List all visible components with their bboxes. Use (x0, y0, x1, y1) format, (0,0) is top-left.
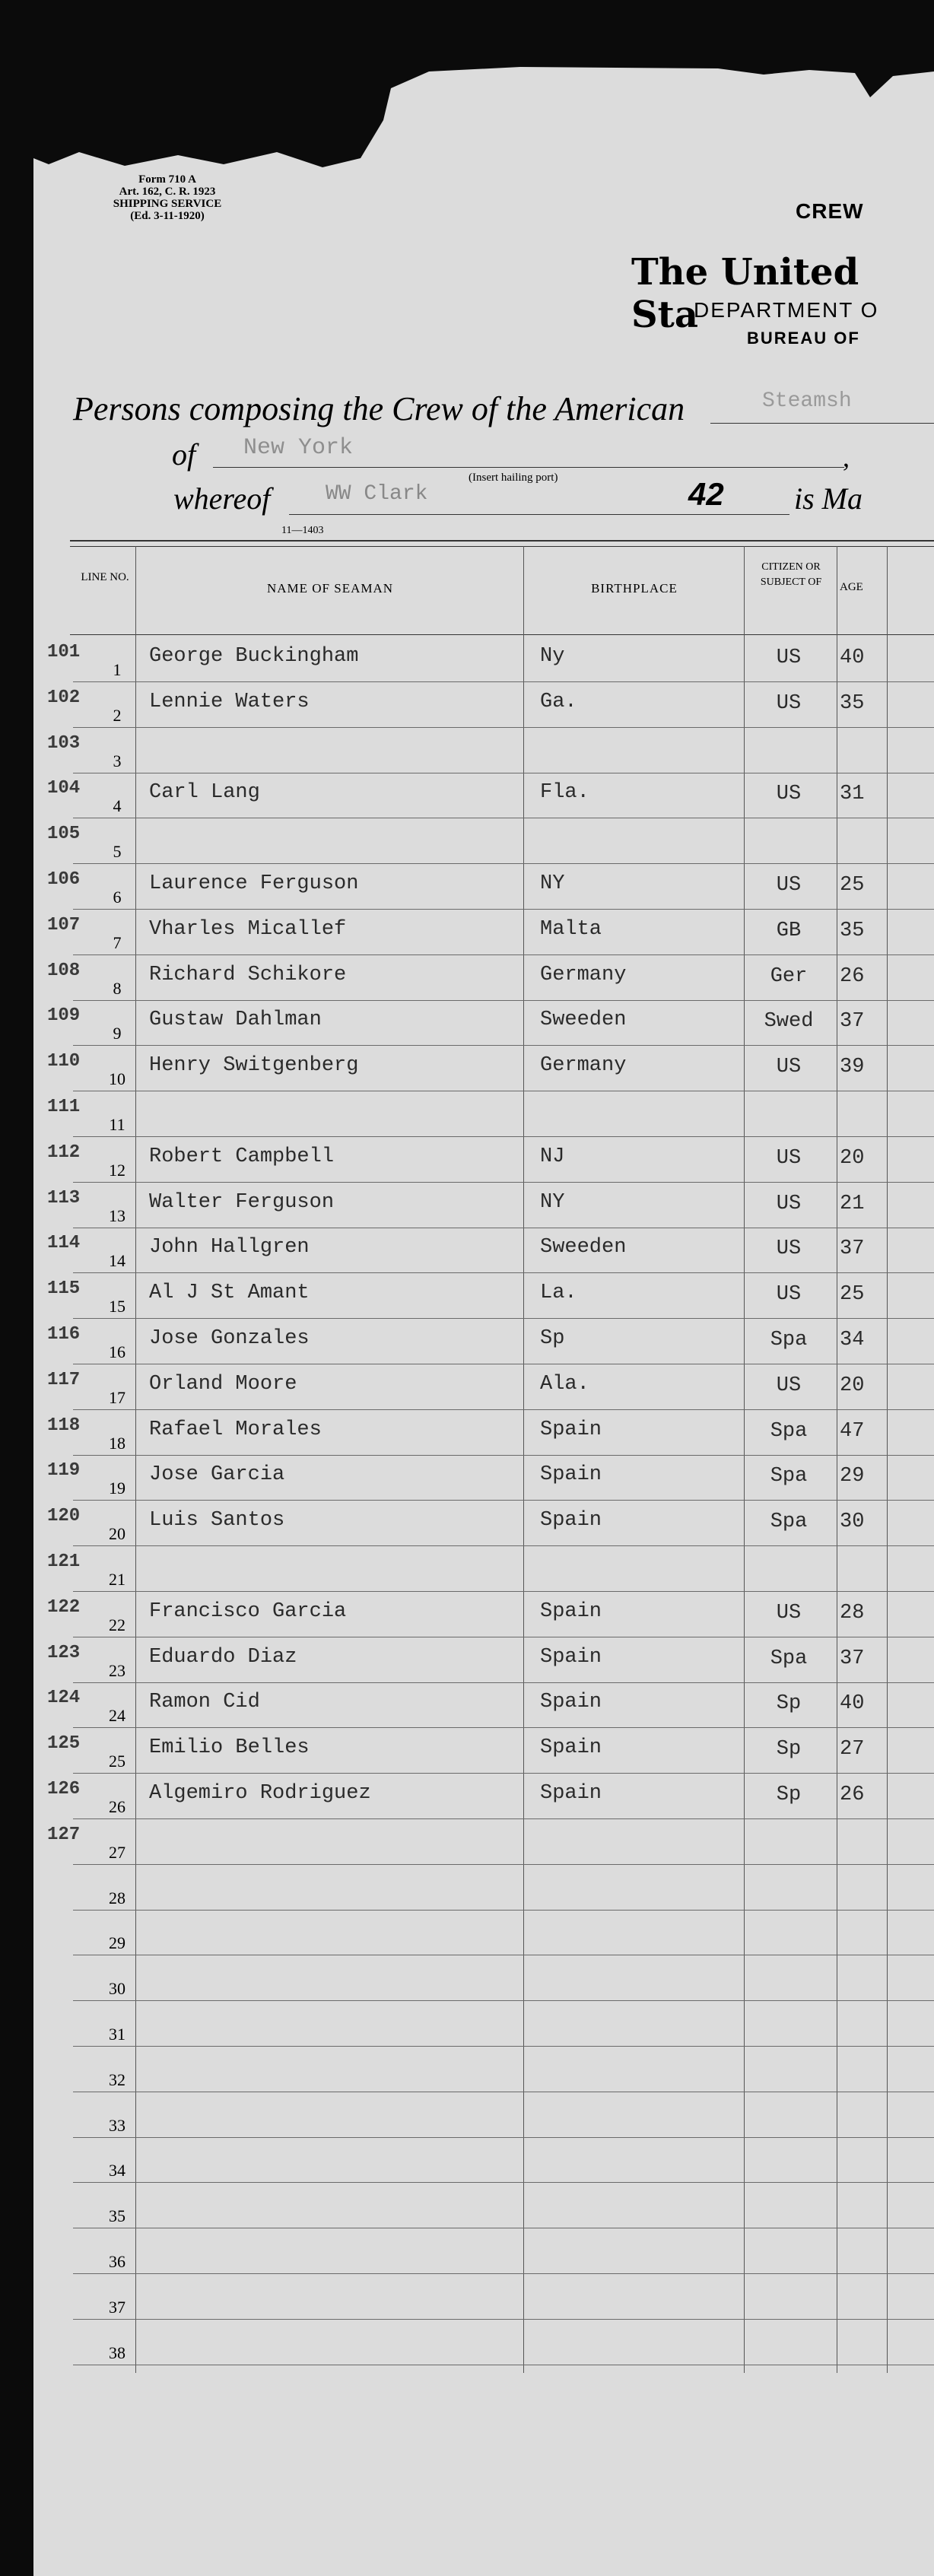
stamped-number: 115 (47, 1278, 81, 1300)
birthplace: Ny (540, 645, 565, 668)
citizenship: US (776, 1192, 802, 1215)
row-rule (73, 2273, 934, 2274)
line-number: 10 (109, 1069, 125, 1089)
stamped-number: 108 (47, 960, 81, 981)
line-number: 5 (113, 842, 122, 862)
age: 26 (840, 1784, 865, 1806)
col-header-citizen: CITIZEN OR SUBJECT OF (760, 561, 822, 588)
seaman-name: Rafael Morales (149, 1418, 322, 1441)
is-master-label: is Ma (794, 481, 863, 516)
birthplace: Sp (540, 1327, 565, 1350)
seaman-name: Algemiro Rodriguez (149, 1782, 371, 1805)
stamped-number: 116 (47, 1324, 81, 1345)
age: 34 (840, 1329, 865, 1352)
birthplace: Germany (540, 963, 627, 986)
age: 35 (840, 691, 865, 715)
stamped-number: 120 (47, 1506, 81, 1527)
line-number: 19 (109, 1479, 125, 1498)
row-rule (73, 1045, 934, 1046)
birthplace: Ga. (540, 690, 577, 713)
row-rule (73, 2046, 934, 2047)
age: 40 (840, 1692, 865, 1716)
seaman-name: Francisco Garcia (149, 1599, 347, 1623)
age: 27 (840, 1738, 865, 1761)
birthplace: Malta (540, 917, 602, 941)
birthplace: Spain (540, 1599, 602, 1623)
seaman-name: Laurence Ferguson (149, 872, 359, 895)
header-bureau: BUREAU OF (747, 329, 860, 348)
line-number: 15 (109, 1297, 125, 1317)
row-rule (73, 954, 934, 955)
stamped-number: 127 (47, 1824, 81, 1845)
seaman-name: Al J St Amant (149, 1282, 310, 1305)
citizenship: US (776, 1237, 802, 1261)
citizenship: US (776, 1374, 802, 1397)
row-rule (73, 1727, 934, 1728)
col-header-birthplace: BIRTHPLACE (591, 581, 678, 596)
line-number: 27 (109, 1842, 125, 1862)
line-number: 24 (109, 1706, 125, 1726)
seaman-name: Luis Santos (149, 1509, 285, 1533)
birthplace: Sweeden (540, 1008, 627, 1032)
seaman-name: Gustaw Dahlman (149, 1008, 322, 1032)
citizenship: Spa (770, 1419, 808, 1443)
master-name: WW Clark (326, 482, 428, 506)
citizenship: US (776, 1056, 802, 1079)
age: 20 (840, 1146, 865, 1170)
print-code: 11—1403 (281, 525, 324, 536)
line-number: 38 (109, 2343, 125, 2362)
header-department: DEPARTMENT O (694, 298, 879, 322)
seaman-name: Richard Schikore (149, 963, 347, 986)
seaman-name: Emilio Belles (149, 1736, 310, 1760)
row-rule (73, 1272, 934, 1273)
age: 35 (840, 919, 865, 942)
age: 25 (840, 1283, 865, 1307)
citizenship: US (776, 1601, 802, 1625)
birthplace: Spain (540, 1736, 602, 1760)
age: 37 (840, 1237, 865, 1261)
citizenship: Spa (770, 1465, 808, 1488)
row-rule (73, 2319, 934, 2320)
of-label: of (172, 437, 196, 472)
line-number: 7 (113, 932, 122, 952)
row-rule (73, 2000, 934, 2001)
row-rule (73, 1682, 934, 1683)
line-number: 6 (113, 888, 122, 907)
line-number: 35 (109, 2206, 125, 2226)
table-top-rule-2 (70, 546, 934, 547)
citizenship: Ger (770, 964, 808, 988)
line-number: 21 (109, 1570, 125, 1589)
line-number: 14 (109, 1251, 125, 1271)
line-number: 9 (113, 1024, 122, 1043)
stamped-number: 124 (47, 1688, 81, 1709)
stamped-number: 117 (47, 1369, 81, 1390)
line-number: 20 (109, 1524, 125, 1544)
birthplace: Spain (540, 1418, 602, 1441)
citizenship: Sp (776, 1738, 802, 1761)
line-number: 36 (109, 2252, 125, 2271)
stamped-number: 102 (47, 687, 81, 708)
age: 26 (840, 964, 865, 988)
age: 37 (840, 1010, 865, 1034)
line-number: 3 (113, 751, 122, 770)
citizenship: Spa (770, 1510, 808, 1534)
age: 28 (840, 1601, 865, 1625)
birthplace: Spain (540, 1645, 602, 1669)
citizenship: US (776, 1146, 802, 1170)
citizenship: GB (776, 919, 802, 942)
birthplace: Germany (540, 1054, 627, 1078)
birthplace: Sweeden (540, 1236, 627, 1259)
birthplace: NY (540, 1190, 565, 1214)
vessel-underline (710, 423, 934, 424)
line-number: 29 (109, 1933, 125, 1953)
row-rule (73, 1455, 934, 1456)
line-number: 17 (109, 1387, 125, 1407)
seaman-name: Robert Campbell (149, 1145, 335, 1168)
seaman-name: Jose Gonzales (149, 1327, 310, 1350)
age: 30 (840, 1510, 865, 1534)
seaman-name: Carl Lang (149, 781, 260, 805)
citizenship: US (776, 691, 802, 715)
master-underline (289, 514, 789, 515)
col-header-age: AGE (840, 581, 863, 593)
hailing-port: New York (243, 435, 354, 461)
row-rule (73, 727, 934, 728)
line-number: 30 (109, 1979, 125, 1999)
birthplace: NJ (540, 1145, 565, 1168)
col-divider-age (887, 546, 888, 2373)
row-rule (73, 1182, 934, 1183)
birthplace: Spain (540, 1463, 602, 1487)
line-number: 13 (109, 1205, 125, 1225)
line-number: 31 (109, 2025, 125, 2044)
table-top-rule (70, 540, 934, 542)
stamped-number: 106 (47, 869, 81, 890)
document-sheet (33, 67, 934, 2576)
stamped-number: 118 (47, 1415, 81, 1436)
stamped-number: 123 (47, 1642, 81, 1663)
col-divider-line (135, 546, 136, 2373)
line-number: 11 (109, 1115, 125, 1134)
age: 20 (840, 1374, 865, 1397)
seaman-name: Orland Moore (149, 1372, 297, 1396)
line-number: 23 (109, 1660, 125, 1680)
col-divider-name (523, 546, 524, 2373)
age: 21 (840, 1192, 865, 1215)
stamped-number: 104 (47, 778, 81, 799)
row-rule (73, 1591, 934, 1592)
row-rule (73, 2182, 934, 2183)
stamped-number: 121 (47, 1552, 81, 1572)
citizenship: Spa (770, 1647, 808, 1670)
stamped-number: 101 (47, 642, 81, 662)
stamped-number: 103 (47, 732, 81, 754)
line-number: 18 (109, 1433, 125, 1453)
line-number: 33 (109, 2115, 125, 2135)
header-title: CREW (796, 199, 864, 223)
row-rule (73, 1818, 934, 1819)
seaman-name: Lennie Waters (149, 690, 310, 713)
header-bottom-rule (70, 634, 934, 635)
torn-edge (33, 67, 934, 173)
line-number: 1 (113, 660, 122, 679)
citizenship: US (776, 1283, 802, 1307)
row-rule (73, 1000, 934, 1001)
age: 25 (840, 874, 865, 897)
persons-line: Persons composing the Crew of the American (73, 390, 685, 427)
row-rule (73, 909, 934, 910)
row-rule (73, 863, 934, 864)
stamped-number: 111 (47, 1097, 81, 1117)
line-number: 8 (113, 978, 122, 998)
birthplace: NY (540, 872, 565, 895)
birthplace: Spain (540, 1691, 602, 1714)
age: 31 (840, 783, 865, 806)
row-rule (73, 681, 934, 682)
stamped-number: 109 (47, 1005, 81, 1027)
row-rule (73, 1910, 934, 1911)
line-number: 37 (109, 2297, 125, 2317)
citizenship: Sp (776, 1784, 802, 1806)
form-code: Form 710 A Art. 162, C. R. 1923 SHIPPING SERVICE (Ed. 3-11-1920) (113, 173, 222, 222)
header-united-states: The United Sta (631, 251, 859, 336)
seaman-name: Walter Ferguson (149, 1190, 335, 1214)
stamped-number: 126 (47, 1779, 81, 1799)
citizenship: US (776, 874, 802, 897)
hailing-port-underline (213, 467, 844, 468)
col-header-name: NAME OF SEAMAN (266, 581, 394, 596)
birthplace: La. (540, 1282, 577, 1305)
seaman-name: Vharles Micallef (149, 917, 347, 941)
line-number: 22 (109, 1615, 125, 1634)
stamped-number: 122 (47, 1596, 81, 1618)
age: 39 (840, 1056, 865, 1079)
line-number: 26 (109, 1797, 125, 1816)
citizenship: Swed (764, 1010, 814, 1034)
row-rule (73, 1409, 934, 1410)
vessel-type: Steamsh (762, 389, 852, 413)
citizenship: Sp (776, 1692, 802, 1716)
line-number: 16 (109, 1342, 125, 1361)
birthplace: Spain (540, 1509, 602, 1533)
stamped-number: 112 (47, 1142, 81, 1163)
line-number: 4 (113, 796, 122, 816)
stamped-number: 105 (47, 824, 81, 845)
line-number: 2 (113, 705, 122, 725)
line-number: 28 (109, 1888, 125, 1907)
row-rule (73, 1500, 934, 1501)
hailing-port-note: (Insert hailing port) (469, 472, 558, 484)
age: 37 (840, 1647, 865, 1670)
citizenship: Spa (770, 1329, 808, 1352)
row-rule (73, 1136, 934, 1137)
stamped-number: 125 (47, 1733, 81, 1755)
birthplace: Fla. (540, 781, 589, 805)
comma: , (843, 442, 850, 472)
row-rule (73, 1773, 934, 1774)
stamped-number: 107 (47, 914, 81, 935)
stamped-number: 113 (47, 1187, 81, 1209)
stamped-number: 119 (47, 1460, 81, 1482)
birthplace: Spain (540, 1782, 602, 1805)
line-number: 12 (109, 1160, 125, 1180)
row-rule (73, 1545, 934, 1546)
seaman-name: Ramon Cid (149, 1691, 260, 1714)
tonnage: 42 (688, 476, 724, 512)
seaman-name: Jose Garcia (149, 1463, 285, 1487)
row-rule (73, 2137, 934, 2138)
seaman-name: Eduardo Diaz (149, 1645, 297, 1669)
row-rule (73, 1318, 934, 1319)
whereof-label: whereof (173, 481, 271, 516)
seaman-name: John Hallgren (149, 1236, 310, 1259)
col-divider-birthplace (744, 546, 745, 2373)
stamped-number: 114 (47, 1233, 81, 1254)
stamped-number: 110 (47, 1051, 81, 1072)
row-rule (73, 1864, 934, 1865)
line-number: 25 (109, 1752, 125, 1771)
age: 29 (840, 1465, 865, 1488)
birthplace: Ala. (540, 1372, 589, 1396)
citizenship: US (776, 646, 802, 669)
line-number: 32 (109, 2069, 125, 2089)
seaman-name: Henry Switgenberg (149, 1054, 359, 1078)
line-number: 34 (109, 2161, 125, 2181)
age: 47 (840, 1419, 865, 1443)
seaman-name: George Buckingham (149, 645, 359, 668)
age: 40 (840, 646, 865, 669)
citizenship: US (776, 783, 802, 806)
col-header-line-no: LINE NO. (81, 571, 129, 583)
